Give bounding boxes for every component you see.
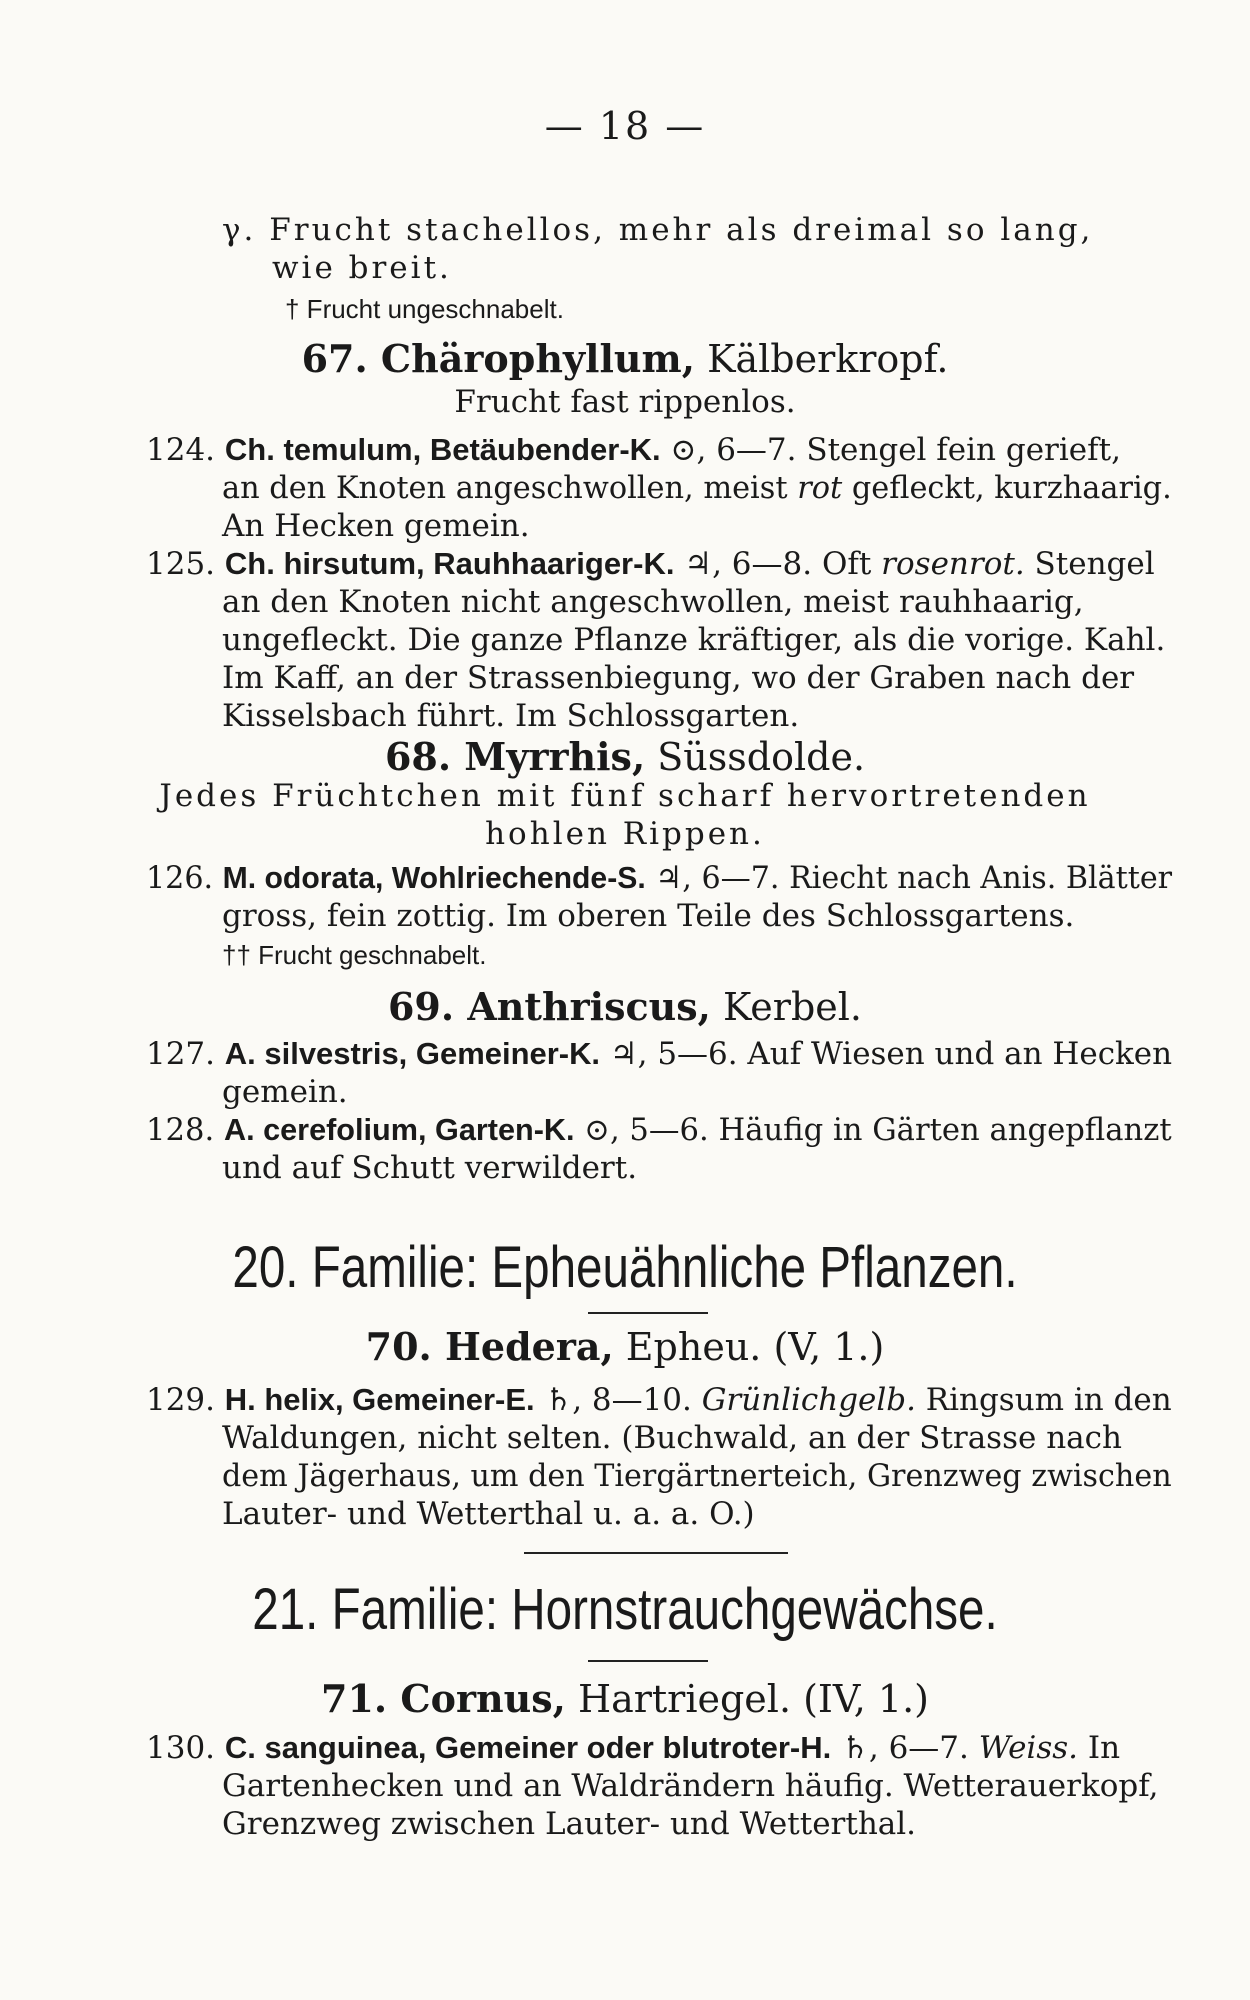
entry-127-species: A. silvestris, Gemeiner-K. <box>224 1036 601 1071</box>
page-number: — 18 — <box>544 104 706 148</box>
genus-67-description: Frucht fast rippenlos. <box>454 384 796 420</box>
entry-126-line1: 126. M. odorata, Wohlriechende-S. ♃, 6—7. Riecht nach Anis. Blätter <box>146 860 1173 896</box>
genus-67-heading <box>0 336 1250 381</box>
entry-125-line4: Im Kaff, an der Strassenbiegung, wo der Graben nach der <box>222 660 1135 696</box>
genus-70-name: 70. Hedera, <box>365 1324 614 1369</box>
entry-130-number: 130. <box>146 1730 216 1766</box>
entry-130-line2: Gartenhecken und an Waldrändern häufig. Wetterauerkopf, <box>222 1768 1159 1804</box>
genus-71-common: Hartriegel. (IV, 1.) <box>565 1677 929 1721</box>
entry-125-line5: Kisselsbach führt. Im Schlossgarten. <box>222 698 800 734</box>
key-gamma-line1: γ. Frucht stachellos, mehr als dreimal so lang, <box>222 212 1094 248</box>
genus-71-heading <box>0 1676 1250 1721</box>
entry-129-line2: Waldungen, nicht selten. (Buchwald, an der Strasse nach <box>222 1420 1122 1456</box>
genus-68-name: 68. Myrrhis, <box>384 734 646 779</box>
entry-128-line2: und auf Schutt verwildert. <box>222 1150 638 1186</box>
subkey-dagger2: †† Frucht geschnabelt. <box>222 940 487 970</box>
genus-70-common: Epheu. (V, 1.) <box>613 1325 885 1369</box>
entry-124-line1: 124. Ch. temulum, Betäubender-K. ⊙, 6—7. Stengel fein gerieft, <box>146 432 1121 468</box>
genus-68-common: Süssdolde. <box>645 735 866 779</box>
entry-128-species: A. cerefolium, Garten-K. <box>223 1112 575 1147</box>
genus-68-description2: hohlen Rippen. <box>485 816 765 852</box>
entry-124-number: 124. <box>146 432 216 468</box>
entry-130-line1: 130. C. sanguinea, Gemeiner oder blutroter-H. ♄, 6—7. Weiss. In <box>146 1730 1121 1766</box>
entry-126-species: M. odorata, Wohlriechende-S. <box>222 860 646 895</box>
genus-70-heading <box>0 1324 1250 1369</box>
genus-67-name: 67. Chärophyllum, <box>301 336 695 381</box>
entry-127-number: 127. <box>146 1036 215 1072</box>
entry-130-line3: Grenzweg zwischen Lauter- und Wetterthal. <box>222 1806 917 1842</box>
entry-128-number: 128. <box>146 1112 215 1148</box>
family-21-heading: 21. Familie: Hornstrauchgewächse. <box>252 1577 998 1642</box>
entry-124-line2: an den Knoten angeschwollen, meist rot gefleckt, kurzhaarig. <box>222 470 1172 506</box>
genus-69-name: 69. Anthriscus, <box>387 984 711 1029</box>
divider-rule <box>524 1552 788 1554</box>
entry-130-species: C. sanguinea, Gemeiner oder blutroter-H. <box>224 1730 832 1765</box>
entry-128-line1: 128. A. cerefolium, Garten-K. ⊙, 5—6. Häufig in Gärten angepflanzt <box>146 1112 1172 1148</box>
entry-129-number: 129. <box>146 1382 215 1418</box>
genus-68-heading <box>0 734 1250 779</box>
genus-69-heading <box>0 984 1250 1029</box>
entry-125-line1: 125. Ch. hirsutum, Rauhhaariger-K. ♃, 6—8. Oft rosenrot. Stengel <box>146 546 1155 582</box>
entry-126-line2: gross, fein zottig. Im oberen Teile des Schlossgartens. <box>222 898 1075 934</box>
entry-127-line1: 127. A. silvestris, Gemeiner-K. ♃, 5—6. Auf Wiesen und an Hecken <box>146 1036 1173 1072</box>
entry-129-line1: 129. H. helix, Gemeiner-E. ♄, 8—10. Grünlichgelb. Ringsum in den <box>146 1382 1172 1418</box>
entry-129-line3: dem Jägerhaus, um den Tiergärtnerteich, Grenzweg zwischen <box>222 1458 1172 1494</box>
entry-129-species: H. helix, Gemeiner-E. <box>224 1382 535 1417</box>
key-gamma-line2: wie breit. <box>272 250 452 286</box>
entry-126-number: 126. <box>146 860 214 896</box>
entry-124-species: Ch. temulum, Betäubender-K. <box>224 432 661 467</box>
subkey-dagger1: † Frucht ungeschnabelt. <box>285 294 564 324</box>
divider-rule <box>588 1312 708 1314</box>
family-20-heading: 20. Familie: Epheuähnliche Pflanzen. <box>232 1235 1018 1300</box>
genus-69-common: Kerbel. <box>710 985 863 1029</box>
genus-71-name: 71. Cornus, <box>321 1676 566 1721</box>
entry-125-line3: ungefleckt. Die ganze Pflanze kräftiger, als die vorige. Kahl. <box>222 622 1166 658</box>
entry-124-line3: An Hecken gemein. <box>222 508 530 544</box>
entry-125-line2: an den Knoten nicht angeschwollen, meist rauhhaarig, <box>222 584 1084 620</box>
entry-125-species: Ch. hirsutum, Rauhhaariger-K. <box>224 546 675 581</box>
entry-127-line2: gemein. <box>222 1074 348 1110</box>
genus-67-common: Kälberkropf. <box>694 337 949 381</box>
genus-68-description1: Jedes Früchtchen mit fünf scharf hervortretenden <box>159 778 1091 814</box>
entry-129-line4: Lauter- und Wetterthal u. a. a. O.) <box>222 1496 755 1532</box>
entry-125-number: 125. <box>146 546 216 582</box>
divider-rule <box>588 1660 708 1662</box>
